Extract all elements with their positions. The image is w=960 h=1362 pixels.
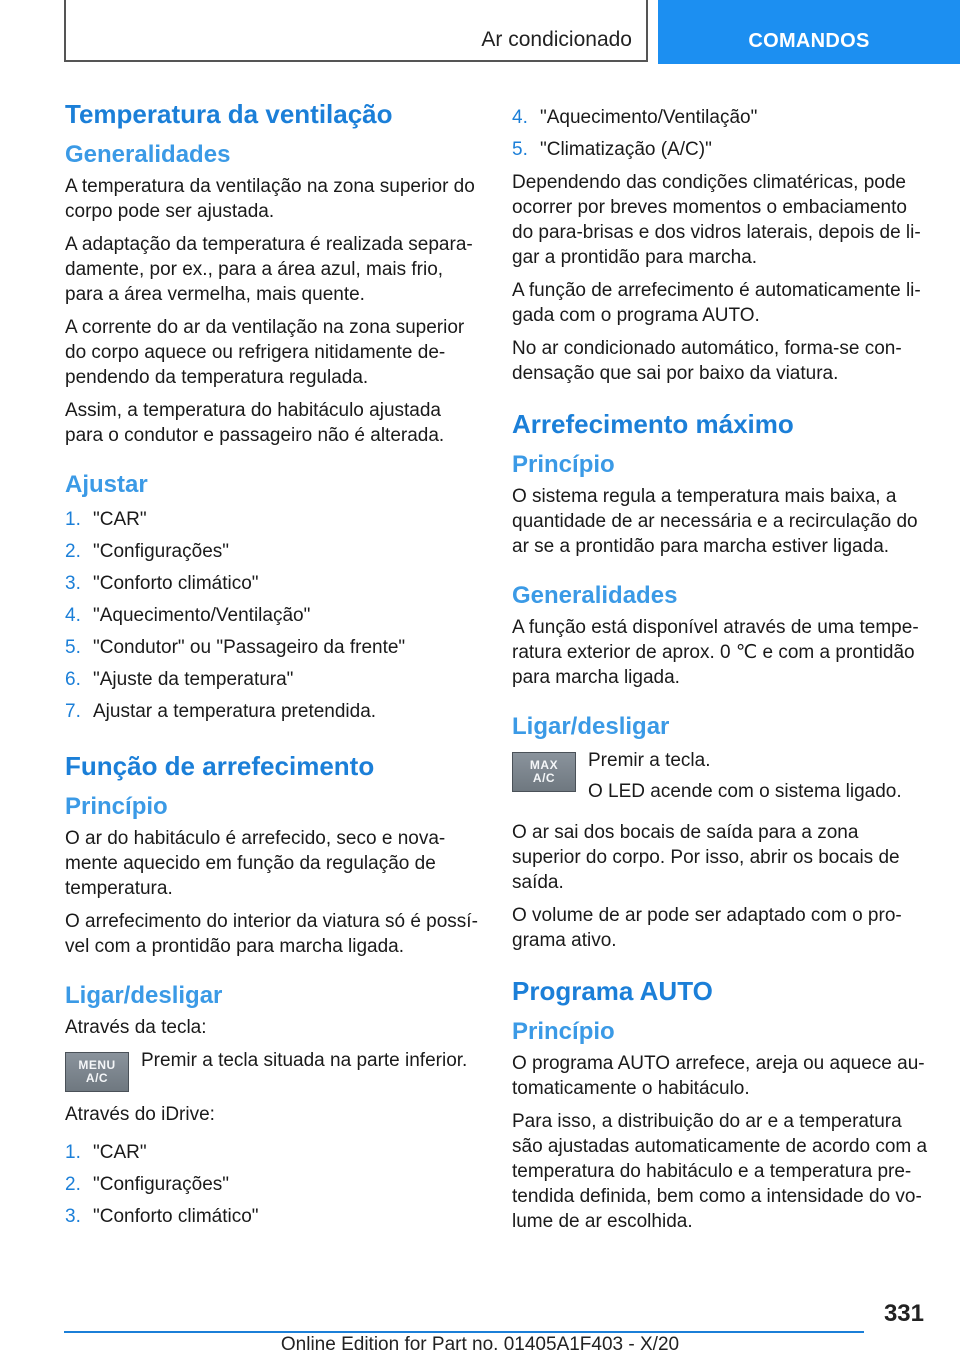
list-item: 3. "Conforto climático"	[65, 1206, 259, 1227]
paragraph: O ar do habitáculo é arrefecido, seco e novamente aquecido em função da regulação de temperatura.	[65, 828, 446, 899]
list-item: 3. "Conforto climático"	[65, 573, 259, 594]
menu-ac-key-icon: MENU A/C	[65, 1052, 129, 1092]
list-item: 1. "CAR"	[65, 509, 147, 530]
list-item: 1. "CAR"	[65, 1142, 147, 1163]
footer-edition-text: Online Edition for Part no. 01405A1F403 - X/20	[280, 1334, 680, 1355]
right-column	[512, 102, 928, 1242]
subheading-ligar-desligar: Ligar/desligar	[65, 982, 223, 1009]
max-ac-key-icon: MAX A/C	[512, 752, 576, 792]
paragraph: Assim, a temperatura do habitáculo ajustada para o condutor e passageiro não é alterada.	[65, 400, 445, 446]
paragraph: O ar sai dos bocais de saída para a zona superior do corpo. Por isso, abrir os bocais de saída.	[512, 822, 900, 893]
list-item: 4. "Aquecimento/Ventilação"	[512, 107, 758, 128]
paragraph: Premir a tecla situada na parte inferior.	[141, 1050, 468, 1071]
paragraph: Premir a tecla.	[588, 750, 711, 771]
subheading-principio: Princípio	[65, 793, 168, 820]
subheading-principio: Princípio	[512, 1018, 615, 1045]
paragraph: O programa AUTO arrefece, areja ou aquece automaticamente o habitáculo.	[512, 1053, 925, 1099]
header-frame	[64, 0, 648, 62]
paragraph: A temperatura da ventilação na zona superior do corpo pode ser ajustada.	[65, 176, 475, 222]
list-item: 2. "Configurações"	[65, 541, 230, 562]
paragraph: Dependendo das condições climatéricas, pode ocorrer por breves momentos o embaciamento do para-brisas e dos vidros laterais, depois de ligar a prontidão para marcha.	[512, 172, 921, 268]
header-chapter-tab: COMANDOS	[658, 0, 960, 64]
list-item: 5. "Condutor" ou "Passageiro da frente"	[65, 637, 406, 658]
idrive-steps-list-continued	[512, 102, 928, 166]
paragraph: A corrente do ar da ventilação na zona superior do corpo aquece ou refrigera nitidamente dependendo da temperatura regulada.	[65, 317, 465, 388]
subheading-principio: Princípio	[512, 451, 615, 478]
paragraph: Através da tecla:	[65, 1017, 207, 1038]
menu-ac-key-row	[65, 1048, 481, 1092]
list-item: 2. "Configurações"	[65, 1174, 230, 1195]
list-item: 7. Ajustar a temperatura pretendida.	[65, 701, 377, 722]
section-title-ventilation-temp: Temperatura da ventilação	[65, 99, 393, 129]
section-title-cooling-function: Função de arrefecimento	[65, 751, 375, 781]
ajustar-steps-list	[65, 504, 481, 728]
paragraph: A função está disponível através de uma temperatura exterior de aprox. 0 ℃ e com a prontidão para marcha ligada.	[512, 617, 919, 688]
subheading-generalidades: Generalidades	[65, 141, 231, 168]
paragraph: Através do iDrive:	[65, 1104, 215, 1125]
paragraph: O LED acende com o sistema ligado.	[588, 781, 902, 802]
left-column	[65, 96, 481, 1243]
header-section-title: Ar condicionado	[481, 28, 632, 51]
subheading-ligar-desligar: Ligar/desligar	[512, 713, 670, 740]
list-item: 6. "Ajuste da temperatura"	[65, 669, 294, 690]
section-title-max-cooling: Arrefecimento máximo	[512, 409, 794, 439]
max-ac-key-row	[512, 748, 928, 810]
paragraph: A função de arrefecimento é automaticamente ligada com o programa AUTO.	[512, 280, 921, 326]
paragraph: No ar condicionado automático, forma-se condensação que sai por baixo da viatura.	[512, 338, 902, 384]
idrive-steps-list	[65, 1137, 481, 1233]
paragraph: Para isso, a distribuição do ar e a temperatura são ajustadas automaticamente de acordo com a temperatura do habitáculo e a temperatura pretendida definida, bem como a intensidade do volume de ar escolhida.	[512, 1111, 928, 1232]
subheading-ajustar: Ajustar	[65, 471, 148, 498]
subheading-generalidades: Generalidades	[512, 582, 678, 609]
paragraph: O arrefecimento do interior da viatura só é possível com a prontidão para marcha ligada.	[65, 911, 478, 957]
paragraph: O sistema regula a temperatura mais baixa, a quantidade de ar necessária e a recirculação do ar se a prontidão para marcha estiver ligada.	[512, 486, 918, 557]
paragraph: A adaptação da temperatura é realizada separadamente, por ex., para a área azul, mais frio, para a área vermelha, mais quente.	[65, 234, 473, 305]
paragraph: O volume de ar pode ser adaptado com o programa ativo.	[512, 905, 902, 951]
section-title-auto-program: Programa AUTO	[512, 976, 713, 1006]
list-item: 4. "Aquecimento/Ventilação"	[65, 605, 311, 626]
page-number: 331	[883, 1300, 924, 1327]
footer-divider	[64, 1331, 864, 1333]
list-item: 5. "Climatização (A/C)"	[512, 139, 712, 160]
